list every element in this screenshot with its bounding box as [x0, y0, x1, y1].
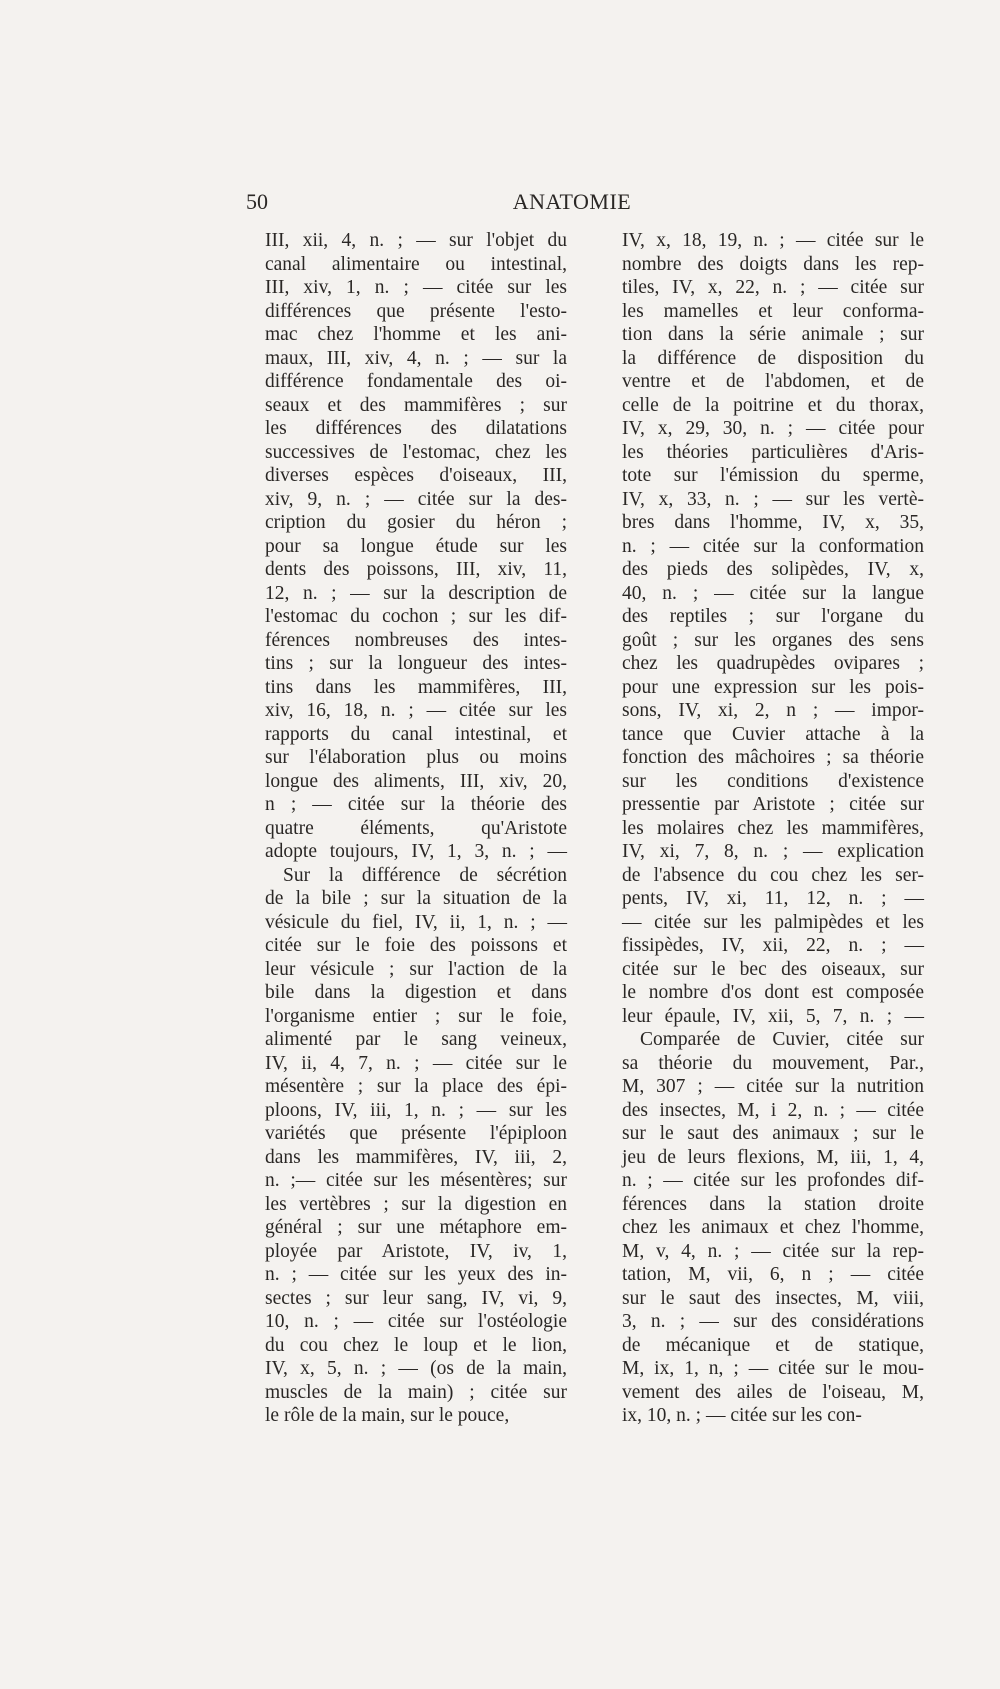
text-line: n. ; — citée sur la conformation	[622, 535, 924, 557]
text-line: le rôle de la main, sur le pouce,	[265, 1405, 510, 1426]
text-line: ix, 10, n. ; — citée sur les con-	[622, 1405, 862, 1426]
text-line: tins ; sur la longueur des intes-	[265, 653, 567, 674]
text-line: IV, x, 5, n. ; — (os de la main,	[265, 1358, 567, 1379]
text-line: des pieds des solipèdes, IV, x,	[622, 559, 924, 580]
text-line: tance que Cuvier attache à la	[622, 723, 924, 745]
text-line: goût ; sur les organes des sens	[622, 629, 924, 651]
text-line: bres dans l'homme, IV, x, 35,	[622, 512, 924, 533]
text-line: les différences des dilatations	[265, 418, 567, 439]
text-line: général ; sur une métaphore em-	[265, 1217, 567, 1238]
text-line: 10, n. ; — citée sur l'ostéologie	[265, 1311, 567, 1332]
text-line: pour sa longue étude sur les	[265, 535, 567, 557]
text-line: ployée par Aristote, IV, iv, 1,	[265, 1240, 567, 1262]
text-line: les mamelles et leur conforma-	[622, 300, 924, 322]
text-line: n. ;— citée sur les mésentères; sur	[265, 1170, 567, 1191]
text-line: n. ; — citée sur les yeux des in-	[265, 1264, 567, 1285]
text-line: tation, M, vii, 6, n ; — citée	[622, 1264, 924, 1285]
text-line: 12, n. ; — sur la description de	[265, 582, 567, 604]
text-line: seaux et des mammifères ; sur	[265, 394, 567, 416]
text-line: leur épaule, IV, xii, 5, 7, n. ; —	[622, 1005, 924, 1027]
text-line: IV, xi, 7, 8, n. ; — explication	[622, 841, 924, 862]
text-line: vésicule du fiel, IV, ii, 1, n. ; —	[265, 911, 567, 933]
text-line: du cou chez le loup et le lion,	[265, 1334, 567, 1356]
text-line: mac chez l'homme et les ani-	[265, 324, 567, 345]
text-line: l'organisme entier ; sur le foie,	[265, 1005, 567, 1027]
text-line: 3, n. ; — sur des considérations	[622, 1311, 924, 1332]
text-line: M, ix, 1, n, ; — citée sur le mou-	[622, 1358, 924, 1379]
text-line: férences dans la station droite	[622, 1193, 924, 1215]
text-line: M, v, 4, n. ; — citée sur la rep-	[622, 1240, 924, 1262]
text-line: quatre éléments, qu'Aristote	[265, 817, 567, 839]
text-line: mésentère ; sur la place des épi-	[265, 1076, 567, 1097]
text-line: des reptiles ; sur l'organe du	[622, 606, 924, 627]
text-line: vement des ailes de l'oiseau, M,	[622, 1381, 924, 1403]
text-line: sur les conditions d'existence	[622, 770, 924, 792]
text-line: différence fondamentale des oi-	[265, 371, 567, 392]
running-title: ANATOMIE	[512, 189, 632, 214]
text-line: ventre et de l'abdomen, et de	[622, 371, 924, 392]
text-line: successives de l'estomac, chez les	[265, 441, 567, 463]
text-line: cription du gosier du héron ;	[265, 512, 567, 533]
text-line: Comparée de Cuvier, citée sur	[640, 1029, 924, 1050]
text-line: sur le saut des insectes, M, viii,	[622, 1287, 924, 1309]
text-line: M, 307 ; — citée sur la nutrition	[622, 1076, 924, 1097]
page-header	[246, 188, 898, 222]
text-line: citée sur le bec des oiseaux, sur	[622, 958, 924, 980]
text-line: IV, x, 18, 19, n. ; — citée sur le	[622, 230, 924, 251]
page-number: 50	[246, 189, 268, 214]
text-line: variétés que présente l'épiploon	[265, 1123, 567, 1144]
text-line: sons, IV, xi, 2, n ; — impor-	[622, 700, 924, 721]
text-line: IV, x, 33, n. ; — sur les vertè-	[622, 488, 924, 510]
text-line: muscles de la main) ; citée sur	[265, 1381, 567, 1403]
text-line: tote sur l'émission du sperme,	[622, 465, 924, 486]
text-line: IV, ii, 4, 7, n. ; — citée sur le	[265, 1052, 567, 1074]
text-line: les vertèbres ; sur la digestion en	[265, 1193, 567, 1215]
text-line: longue des aliments, III, xiv, 20,	[265, 770, 567, 792]
text-line: les théories particulières d'Aris-	[622, 441, 924, 463]
text-line: la différence de disposition du	[622, 347, 924, 369]
text-line: l'estomac du cochon ; sur les dif-	[265, 606, 567, 627]
text-line: — citée sur les palmipèdes et les	[622, 911, 924, 933]
text-line: rapports du canal intestinal, et	[265, 723, 567, 745]
text-line: dans les mammifères, IV, iii, 2,	[265, 1146, 567, 1168]
text-line: de la bile ; sur la situation de la	[265, 888, 567, 909]
text-line: IV, x, 29, 30, n. ; — citée pour	[622, 418, 924, 439]
text-line: chez les animaux et chez l'homme,	[622, 1217, 924, 1238]
text-line: III, xii, 4, n. ; — sur l'objet du	[265, 230, 567, 251]
text-column-left	[265, 229, 567, 1428]
text-line: adopte toujours, IV, 1, 3, n. ; —	[265, 841, 567, 862]
text-line: alimenté par le sang veineux,	[265, 1029, 567, 1050]
text-line: n ; — citée sur la théorie des	[265, 794, 567, 815]
text-line: bile dans la digestion et dans	[265, 982, 567, 1003]
text-line: de mécanique et de statique,	[622, 1334, 924, 1356]
text-line: férences nombreuses des intes-	[265, 629, 567, 651]
text-line: sa théorie du mouvement, Par.,	[622, 1052, 924, 1074]
text-line: jeu de leurs flexions, M, iii, 1, 4,	[622, 1146, 924, 1168]
text-line: les molaires chez les mammifères,	[622, 817, 924, 839]
text-line: tins dans les mammifères, III,	[265, 676, 567, 698]
text-line: pour une expression sur les pois-	[622, 676, 924, 698]
text-line: dents des poissons, III, xiv, 11,	[265, 559, 567, 580]
text-line: tion dans la série animale ; sur	[622, 324, 924, 345]
text-line: le nombre d'os dont est composée	[622, 982, 924, 1003]
text-line: pressentie par Aristote ; citée sur	[622, 794, 924, 815]
text-line: sur le saut des animaux ; sur le	[622, 1123, 924, 1144]
text-line: chez les quadrupèdes ovipares ;	[622, 653, 924, 674]
text-line: fissipèdes, IV, xii, 22, n. ; —	[622, 935, 924, 956]
text-line: différences que présente l'esto-	[265, 300, 567, 322]
text-line: sur l'élaboration plus ou moins	[265, 747, 567, 768]
text-line: nombre des doigts dans les rep-	[622, 253, 924, 275]
text-line: xiv, 9, n. ; — citée sur la des-	[265, 488, 567, 510]
text-line: pents, IV, xi, 11, 12, n. ; —	[622, 888, 924, 909]
text-line: fonction des mâchoires ; sa théorie	[622, 747, 924, 768]
text-line: diverses espèces d'oiseaux, III,	[265, 465, 567, 486]
text-line: de l'absence du cou chez les ser-	[622, 864, 924, 886]
text-line: des insectes, M, i 2, n. ; — citée	[622, 1099, 924, 1121]
text-column-right	[622, 229, 924, 1428]
text-line: III, xiv, 1, n. ; — citée sur les	[265, 277, 567, 298]
text-line: 40, n. ; — citée sur la langue	[622, 582, 924, 604]
text-line: Sur la différence de sécrétion	[283, 864, 567, 886]
text-line: citée sur le foie des poissons et	[265, 935, 567, 956]
text-line: ploons, IV, iii, 1, n. ; — sur les	[265, 1099, 567, 1121]
text-line: xiv, 16, 18, n. ; — citée sur les	[265, 700, 567, 721]
text-line: celle de la poitrine et du thorax,	[622, 394, 924, 416]
text-line: leur vésicule ; sur l'action de la	[265, 958, 567, 980]
text-line: tiles, IV, x, 22, n. ; — citée sur	[622, 277, 924, 298]
text-line: sectes ; sur leur sang, IV, vi, 9,	[265, 1287, 567, 1309]
text-line: canal alimentaire ou intestinal,	[265, 253, 567, 275]
text-line: maux, III, xiv, 4, n. ; — sur la	[265, 347, 567, 369]
text-line: n. ; — citée sur les profondes dif-	[622, 1170, 924, 1191]
